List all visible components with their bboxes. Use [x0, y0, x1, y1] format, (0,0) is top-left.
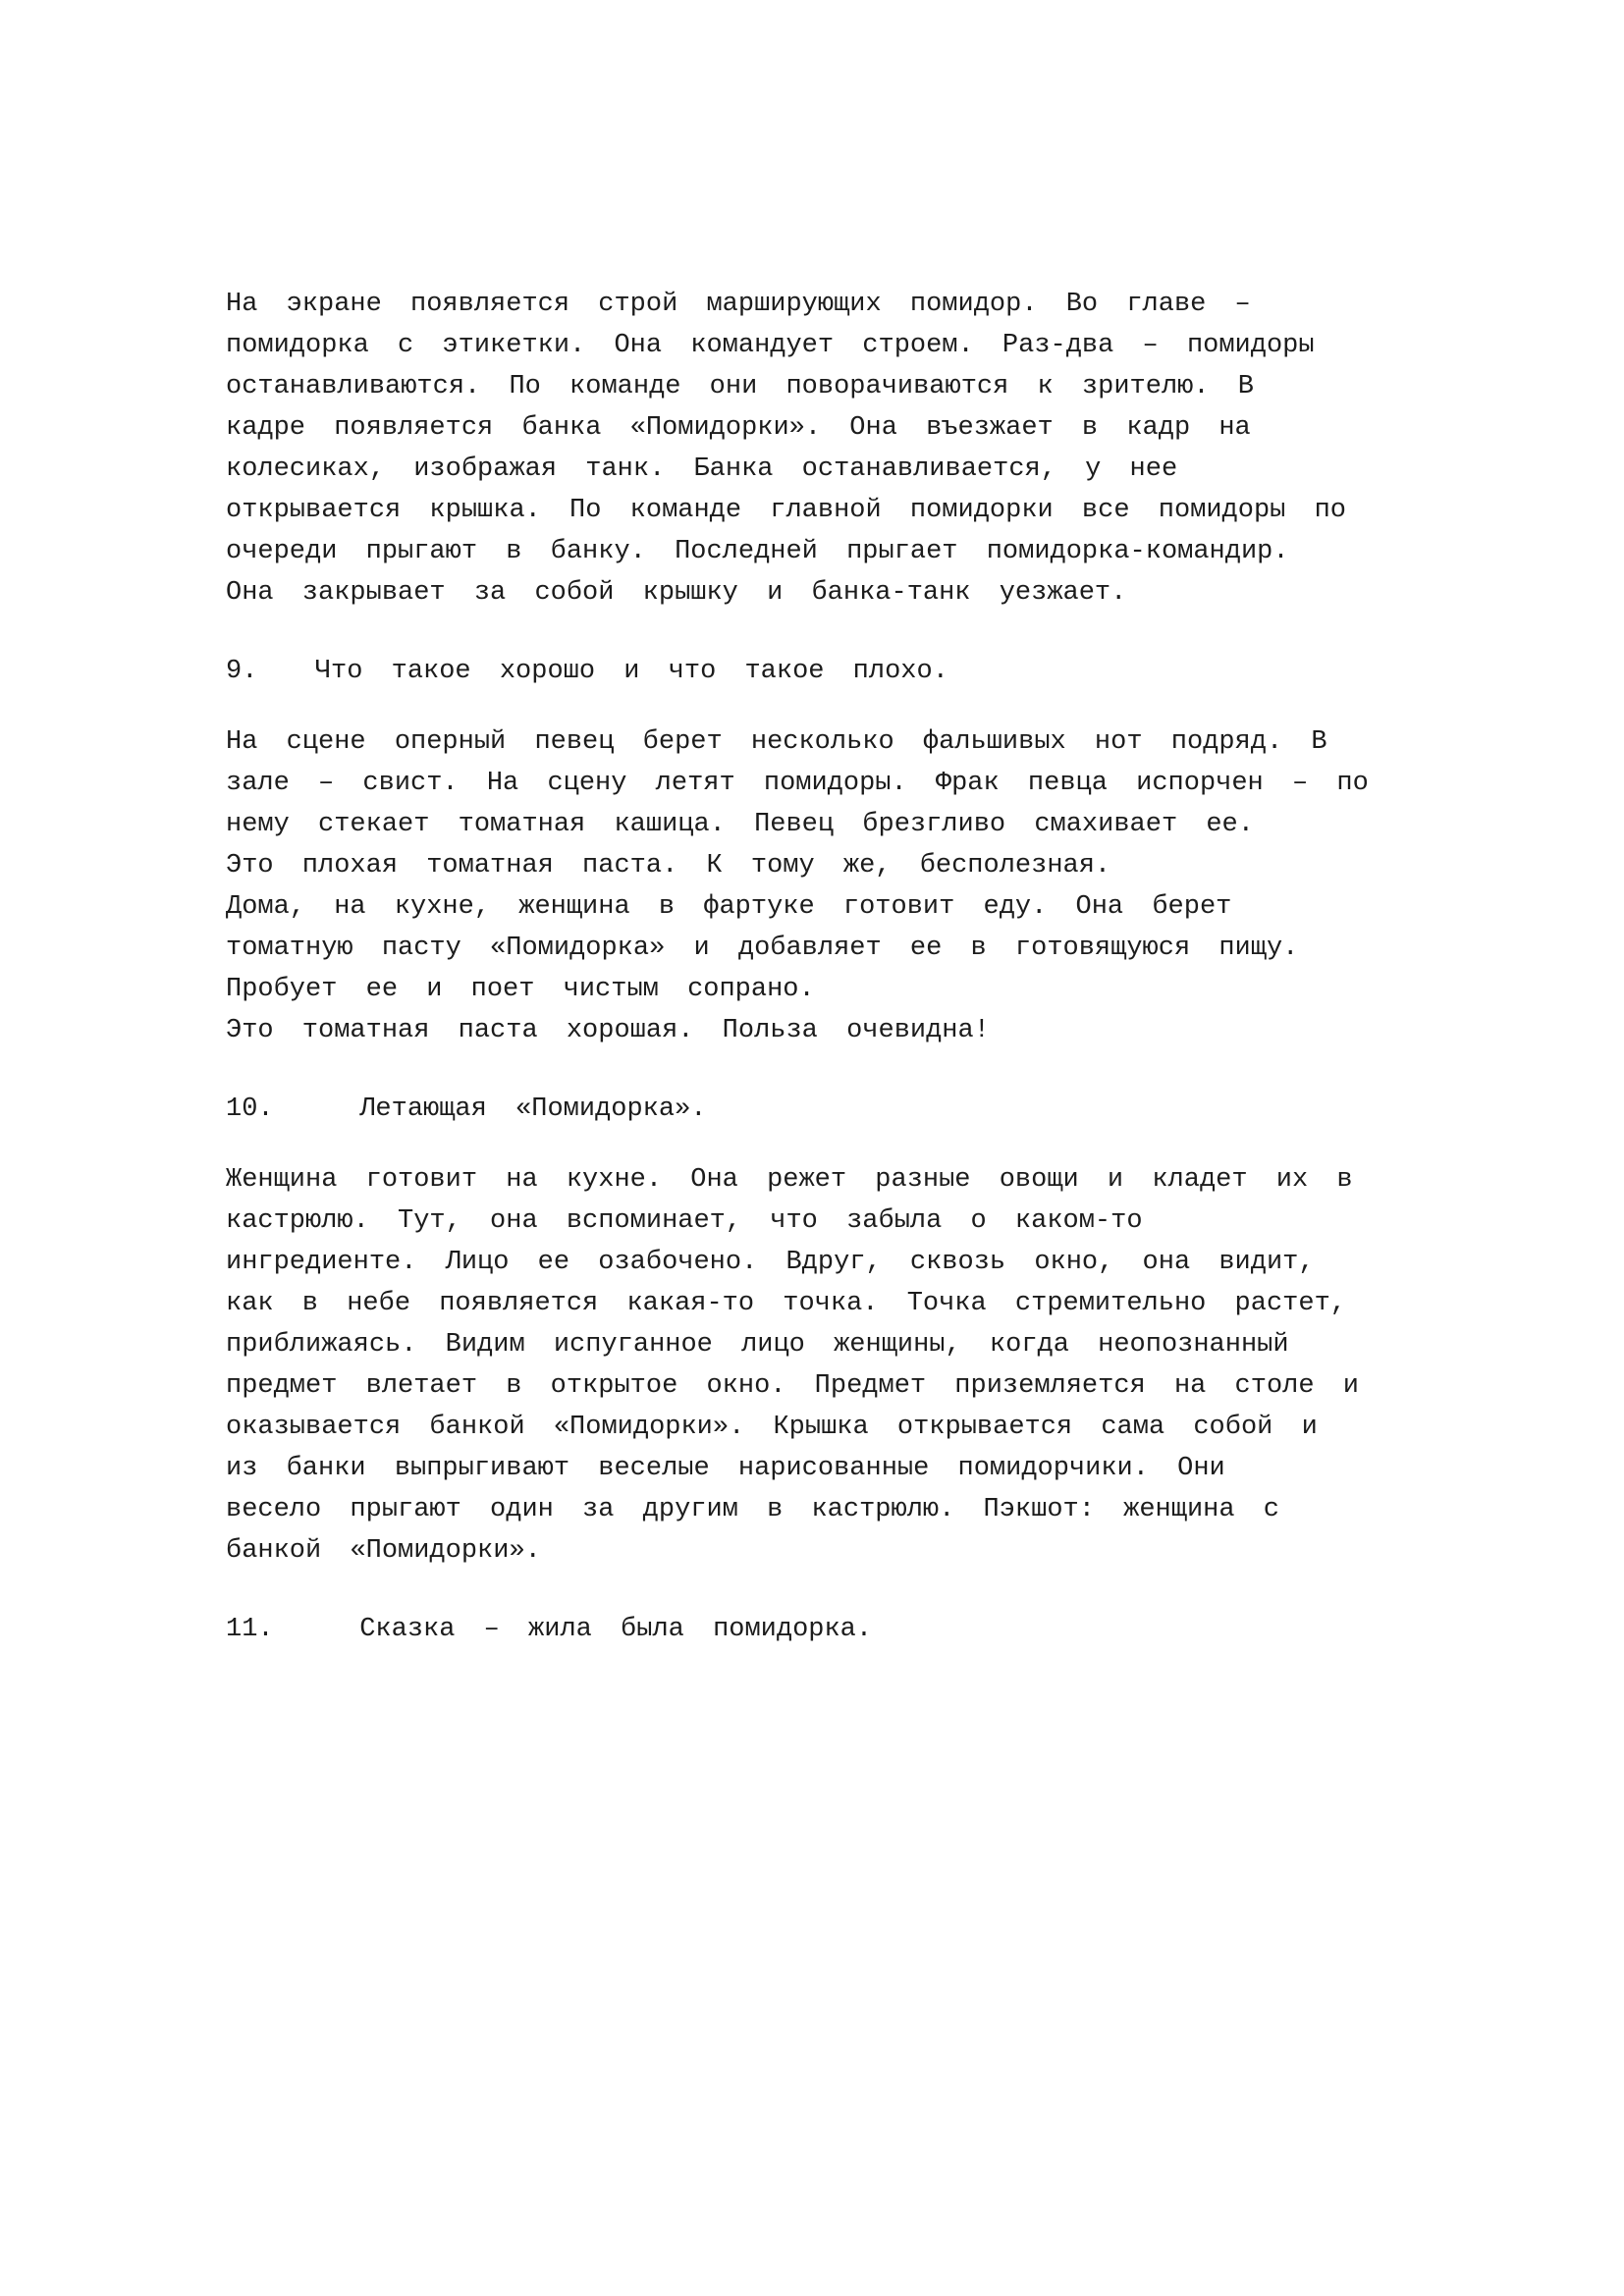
paragraph-opera-singer — [226, 721, 1492, 1051]
text-line: ингредиенте. Лицо ее озабочено. Вдруг, сквозь окно, она видит, — [226, 1248, 1315, 1277]
paragraph-marching-tomatoes — [226, 284, 1492, 614]
text-line: Дома, на кухне, женщина в фартуке готовит еду. Она берет — [226, 892, 1232, 922]
text-line: Это плохая томатная паста. К тому же, бесполезная. — [226, 851, 1111, 881]
text-line: Она закрывает за собой крышку и банка-танк уезжает. — [226, 578, 1127, 608]
text-line: банкой «Помидорки». — [226, 1536, 541, 1566]
section-heading-9 — [226, 651, 1492, 692]
text-line: колесиках, изображая танк. Банка останавливается, у нее — [226, 454, 1178, 484]
section-heading-11 — [226, 1609, 1492, 1650]
section-heading-10 — [226, 1089, 1492, 1130]
text-line: зале – свист. На сцену летят помидоры. Фрак певца испорчен – по — [226, 769, 1369, 798]
text-line: Пробует ее и поет чистым сопрано. — [226, 975, 815, 1004]
text-line: как в небе появляется какая-то точка. Точка стремительно растет, — [226, 1289, 1346, 1318]
text-line: весело прыгают один за другим в кастрюлю. Пэкшот: женщина с — [226, 1495, 1279, 1524]
text-line: очереди прыгают в банку. Последней прыгает помидорка-командир. — [226, 537, 1289, 566]
text-line: кадре появляется банка «Помидорки». Она въезжает в кадр на — [226, 413, 1251, 443]
text-line: предмет влетает в открытое окно. Предмет приземляется на столе и — [226, 1371, 1359, 1401]
text-line: На сцене оперный певец берет несколько фальшивых нот подряд. В — [226, 727, 1327, 757]
heading-line: 10. Летающая «Помидорка». — [226, 1095, 707, 1124]
text-line: кастрюлю. Тут, она вспоминает, что забыла о каком-то — [226, 1206, 1143, 1236]
heading-line: 11. Сказка – жила была помидорка. — [226, 1615, 873, 1644]
heading-line: 9. Что такое хорошо и что такое плохо. — [226, 657, 948, 686]
text-line: томатную пасту «Помидорка» и добавляет ее в готовящуюся пищу. — [226, 934, 1299, 963]
text-line: нему стекает томатная кашица. Певец брезгливо смахивает ее. — [226, 810, 1254, 839]
text-line: помидорка с этикетки. Она командует строем. Раз-два – помидоры — [226, 331, 1315, 360]
paragraph-flying-pomidorka — [226, 1159, 1492, 1572]
text-line: открывается крышка. По команде главной помидорки все помидоры по — [226, 496, 1346, 525]
document-body-text — [226, 284, 1492, 1650]
text-line: На экране появляется строй марширующих помидор. Во главе – — [226, 290, 1251, 319]
text-line: из банки выпрыгивают веселые нарисованные помидорчики. Они — [226, 1454, 1225, 1483]
text-line: приближаясь. Видим испуганное лицо женщины, когда неопознанный — [226, 1330, 1289, 1360]
text-line: Женщина готовит на кухне. Она режет разные овощи и кладет их в — [226, 1165, 1353, 1195]
text-line: Это томатная паста хорошая. Польза очевидна! — [226, 1016, 990, 1045]
text-line: останавливаются. По команде они поворачиваются к зрителю. В — [226, 372, 1254, 401]
text-line: оказывается банкой «Помидорки». Крышка открывается сама собой и — [226, 1413, 1318, 1442]
